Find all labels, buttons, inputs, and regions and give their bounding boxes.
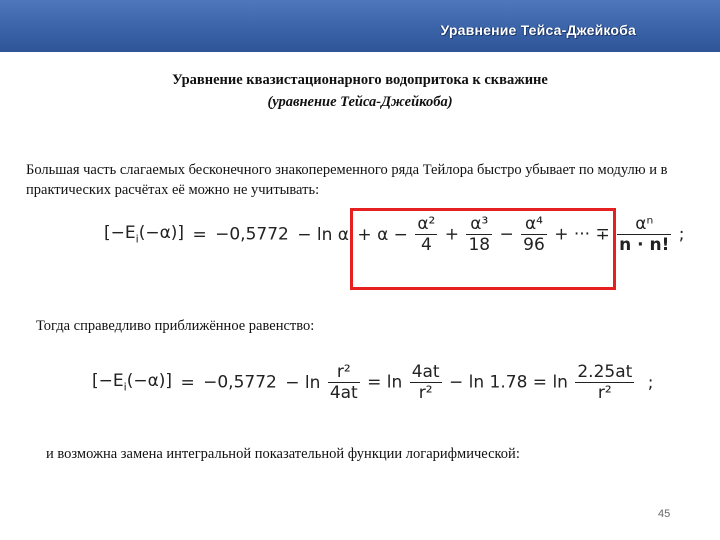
formula1-eq: = <box>192 224 207 245</box>
formula1-term-1: $\frac{\text{α²}}{4}$ <box>417 214 436 255</box>
formula2-ln2: − ln 1.78 = ln <box>449 372 568 393</box>
subtitle-line-2: (уравнение Тейса-Джейкоба) <box>267 94 453 110</box>
formula1-end: ; <box>678 224 685 245</box>
formula1-ln-term: − ln α <box>297 224 350 245</box>
page-number: 45 <box>658 508 671 520</box>
paragraph-approx-equality: Тогда справедливо приближённое равенство: <box>36 318 315 334</box>
formula1-plus-alpha: + α − <box>357 224 408 245</box>
subtitle-line-1: Уравнение квазистационарного водопритока к скважине <box>172 72 548 88</box>
formula1-dots: + ··· ∓ <box>554 224 610 245</box>
formula2-eq: = <box>180 372 195 393</box>
slide-title: Уравнение Тейса-Джейкоба <box>440 22 636 38</box>
formula2-frac-2: $\frac{4at}{\text{r²}}$ <box>411 362 440 403</box>
paragraph-log-replacement: и возможна замена интегральной показательной функции логарифмической: <box>46 446 520 462</box>
formula2-frac-1: $\frac{\text{r²}}{4at}$ <box>329 362 358 403</box>
formula2-eq2: = ln <box>367 372 403 393</box>
formula1-term-3: $\frac{\text{α⁴}}{96}$ <box>523 214 545 255</box>
formula1-lhs: $[-E_i(-\alpha)]$ <box>104 223 185 246</box>
formula2-lhs: $[-E_i(-\alpha)]$ <box>92 371 173 394</box>
formula-taylor-series: $[-E_i(-\alpha)] = -0,5772 - \ln \alpha + \alpha$ − $\frac{\text{α²}}{4}$ + $\frac{\text{α³}}{18}$ − $\frac{\text{α⁴}}{96}$ + ··· ∓ $\frac{\text{αⁿ}}{n \cdot n!}$ ; <box>104 214 685 255</box>
formula2-end: ; <box>647 372 654 393</box>
slide-header-bar <box>0 0 720 52</box>
formula2-ln1: − ln <box>285 372 321 393</box>
formula1-const: −0,5772 <box>215 224 289 245</box>
formula-highlight-box <box>350 208 616 290</box>
formula1-term-2: $\frac{\text{α³}}{18}$ <box>468 214 491 255</box>
formula1-term-n: $\frac{\text{αⁿ}}{n \cdot n!}$ <box>619 214 670 255</box>
formula2-const: −0,5772 <box>203 372 277 393</box>
formula-approx-equality <box>92 362 653 403</box>
formula2-frac-3: $\frac{2.25at}{\text{r²}}$ <box>577 362 633 403</box>
paragraph-taylor-series: Большая часть слагаемых бесконечного знакопеременного ряда Тейлора быстро убывает по модулю и в практических расчётах её можно не учитывать: <box>26 162 668 198</box>
